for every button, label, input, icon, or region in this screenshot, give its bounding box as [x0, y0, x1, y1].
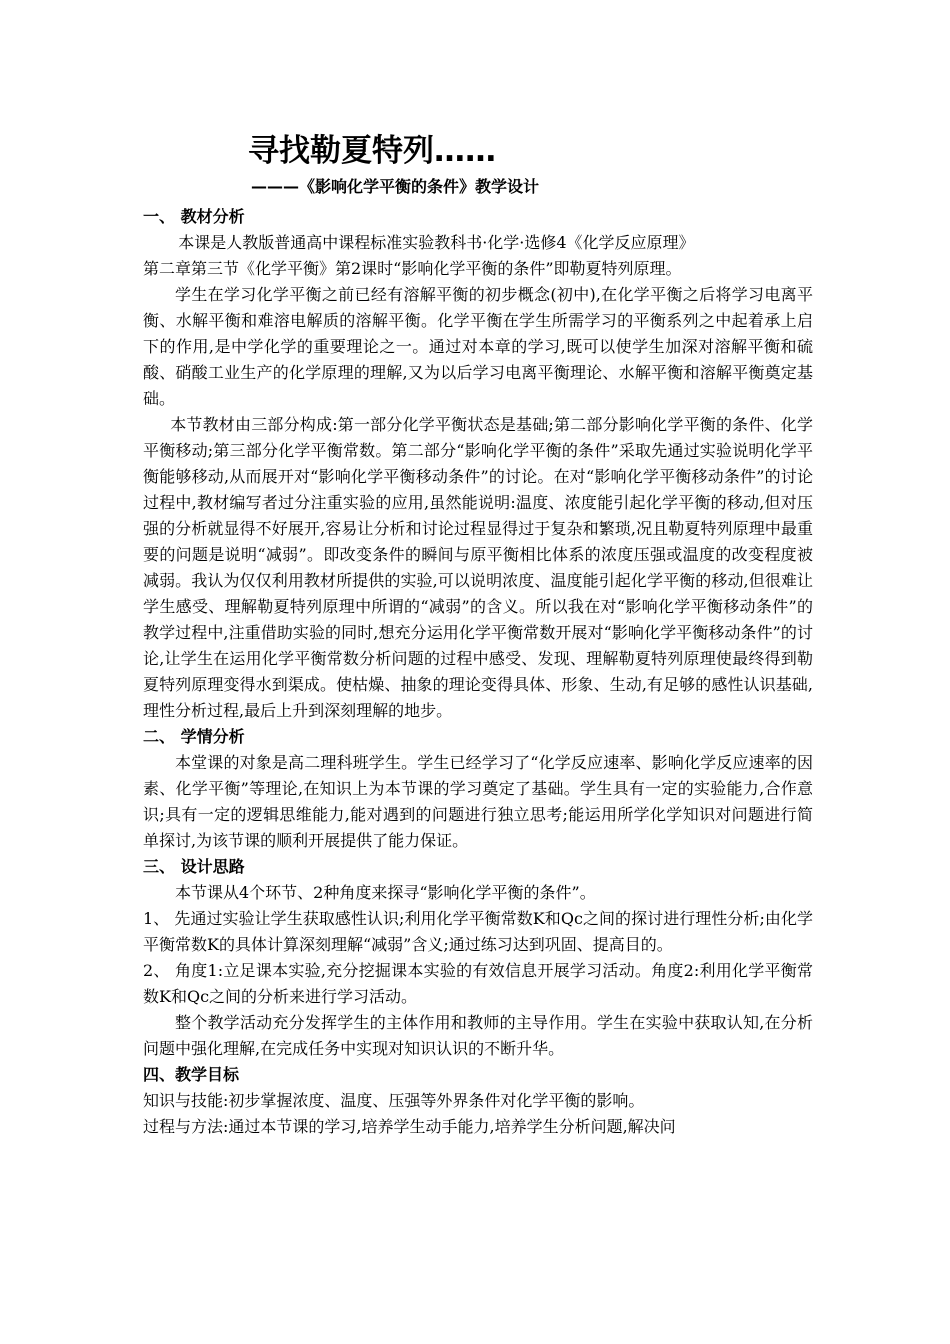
section-heading-design-idea: 三、 设计思路 [143, 857, 245, 876]
document-title: 寻找勒夏特列…… [248, 133, 496, 169]
paragraph: 过程与方法:通过本节课的学习,培养学生动手能力,培养学生分析问题,解决问 [143, 1117, 676, 1136]
document-body [143, 130, 813, 1140]
paragraph: 本课是人教版普通高中课程标准实验教科书·化学·选修4《化学反应原理》 [178, 233, 695, 252]
paragraph: 本节教材由三部分构成:第一部分化学平衡状态是基础;第二部分影响化学平衡的条件、化学平衡移动;第三部分化学平衡常数。第二部分“影响化学平衡的条件”采取先通过实验说明化学平衡能够移动,从而展开对“影响化学平衡移动条件”的讨论。在对“影响化学平衡移动条件”的讨论过程中,教材编写者过分注重实验的应用,虽然能说明:温度、浓度能引起化学平衡的移动,但对压强的分析就显得不好展开,容易让分析和讨论过程显得过于复杂和繁琐,况且勒夏特列原理中最重要的问题是说明“减弱”。即改变条件的瞬间与原平衡相比体系的浓度压强或温度的改变程度被减弱。我认为仅仅利用教材所提供的实验,可以说明浓度、温度能引起化学平衡的移动,但很难让学生感受、理解勒夏特列原理中所谓的“减弱”的含义。所以我在对“影响化学平衡移动条件”的教学过程中,注重借助实验的同时,想充分运用化学平衡常数开展对“影响化学平衡移动条件”的讨论,让学生在运用化学平衡常数分析问题的过程中感受、发现、理解勒夏特列原理使最终得到勒夏特列原理变得水到渠成。使枯燥、抽象的理论变得具体、形象、生动,有足够的感性认识基础,理性分析过程,最后上升到深刻理解的地步。 [143, 415, 813, 720]
paragraph: 整个教学活动充分发挥学生的主体作用和教师的主导作用。学生在实验中获取认知,在分析问题中强化理解,在完成任务中实现对知识认识的不断升华。 [143, 1013, 813, 1058]
numbered-paragraph: 2、 角度1:立足课本实验,充分挖掘课本实验的有效信息开展学习活动。角度2:利用化学平衡常数K和Qc之间的分析来进行学习活动。 [143, 961, 813, 1006]
paragraph: 本堂课的对象是高二理科班学生。学生已经学习了“化学反应速率、影响化学反应速率的因素、化学平衡”等理论,在知识上为本节课的学习奠定了基础。学生具有一定的实验能力,合作意识;具有一定的逻辑思维能力,能对遇到的问题进行独立思考;能运用所学化学知识对问题进行简单探讨,为该节课的顺利开展提供了能力保证。 [143, 753, 813, 850]
paragraph: 第二章第三节《化学平衡》第2课时“影响化学平衡的条件”即勒夏特列原理。 [143, 259, 682, 278]
numbered-paragraph: 1、 先通过实验让学生获取感性认识;利用化学平衡常数K和Qc之间的探讨进行理性分析;由化学平衡常数K的具体计算深刻理解“减弱”含义;通过练习达到巩固、提高目的。 [143, 909, 813, 954]
paragraph: 本节课从4个环节、2种角度来探寻“影响化学平衡的条件”。 [175, 883, 596, 902]
paragraph: 知识与技能:初步掌握浓度、温度、压强等外界条件对化学平衡的影响。 [143, 1091, 645, 1110]
document-subtitle: ———《影响化学平衡的条件》教学设计 [251, 177, 540, 196]
paragraph: 学生在学习化学平衡之前已经有溶解平衡的初步概念(初中),在化学平衡之后将学习电离平衡、水解平衡和难溶电解质的溶解平衡。化学平衡在学生所需学习的平衡系列之中起着承上启下的作用,是中学化学的重要理论之一。通过对本章的学习,既可以使学生加深对溶解平衡和硫酸、硝酸工业生产的化学原理的理解,又为以后学习电离平衡理论、水解平衡和溶解平衡奠定基础。 [143, 285, 813, 408]
section-heading-student-analysis: 二、 学情分析 [143, 727, 245, 746]
section-heading-textbook-analysis: 一、 教材分析 [143, 207, 245, 226]
section-heading-teaching-goals: 四、教学目标 [143, 1065, 240, 1084]
